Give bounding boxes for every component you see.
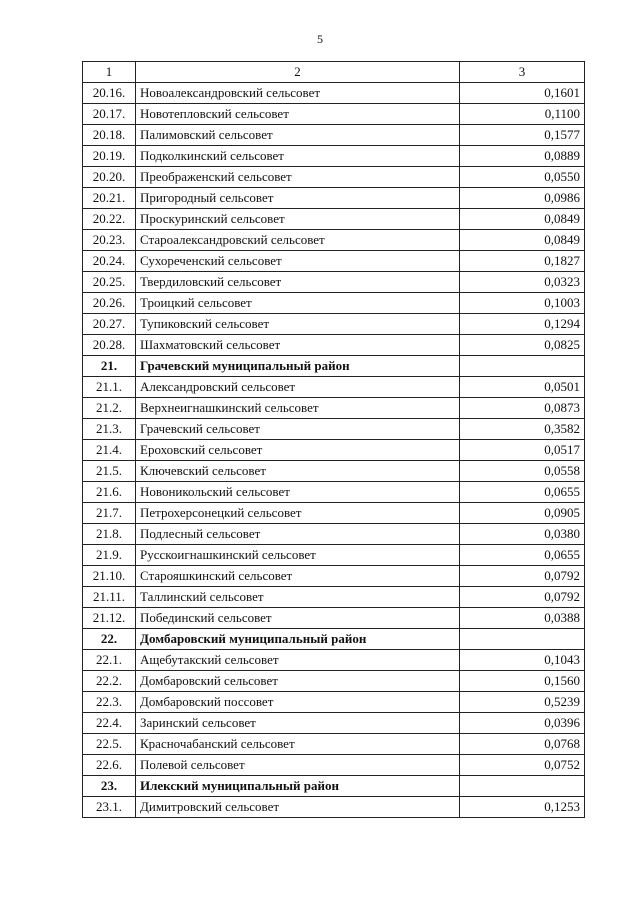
table-row	[83, 650, 585, 671]
row-name: Домбаровский муниципальный район	[136, 629, 460, 650]
row-name: Сухореченский сельсовет	[136, 251, 460, 272]
row-name: Полевой сельсовет	[136, 755, 460, 776]
table-row	[83, 83, 585, 104]
row-number: 21.1.	[83, 377, 136, 398]
table-row	[83, 524, 585, 545]
row-value: 0,0517	[460, 440, 585, 461]
row-value: 0,0655	[460, 482, 585, 503]
row-value: 0,3582	[460, 419, 585, 440]
row-name: Домбаровский поссовет	[136, 692, 460, 713]
row-number: 21.	[83, 356, 136, 377]
row-number: 21.2.	[83, 398, 136, 419]
row-name: Твердиловский сельсовет	[136, 272, 460, 293]
table-row	[83, 272, 585, 293]
row-number: 22.3.	[83, 692, 136, 713]
row-value: 0,0873	[460, 398, 585, 419]
row-name: Тупиковский сельсовет	[136, 314, 460, 335]
row-name: Новотепловский сельсовет	[136, 104, 460, 125]
row-value: 0,0768	[460, 734, 585, 755]
district-row	[83, 776, 585, 797]
row-number: 21.12.	[83, 608, 136, 629]
row-number: 23.1.	[83, 797, 136, 818]
row-name: Верхнеигнашкинский сельсовет	[136, 398, 460, 419]
table-row	[83, 230, 585, 251]
row-value: 0,0849	[460, 230, 585, 251]
table-row	[83, 251, 585, 272]
row-number: 20.28.	[83, 335, 136, 356]
table-header-row	[83, 62, 585, 83]
row-number: 21.11.	[83, 587, 136, 608]
row-number: 20.22.	[83, 209, 136, 230]
row-name: Старояшкинский сельсовет	[136, 566, 460, 587]
column-header-value: 3	[460, 62, 585, 83]
row-name: Ащебутакский сельсовет	[136, 650, 460, 671]
row-number: 22.5.	[83, 734, 136, 755]
row-name: Заринский сельсовет	[136, 713, 460, 734]
row-name: Таллинский сельсовет	[136, 587, 460, 608]
row-number: 20.16.	[83, 83, 136, 104]
row-value: 0,1601	[460, 83, 585, 104]
row-number: 20.26.	[83, 293, 136, 314]
row-value: 0,1294	[460, 314, 585, 335]
row-value	[460, 356, 585, 377]
table-row	[83, 314, 585, 335]
row-value: 0,0986	[460, 188, 585, 209]
row-value: 0,0792	[460, 566, 585, 587]
table-row	[83, 797, 585, 818]
table-row	[83, 608, 585, 629]
row-value: 0,0388	[460, 608, 585, 629]
row-value	[460, 776, 585, 797]
table-row	[83, 566, 585, 587]
table-row	[83, 125, 585, 146]
row-number: 21.5.	[83, 461, 136, 482]
table-row	[83, 755, 585, 776]
column-header-name: 2	[136, 62, 460, 83]
row-number: 20.18.	[83, 125, 136, 146]
row-number: 23.	[83, 776, 136, 797]
row-number: 22.1.	[83, 650, 136, 671]
row-name: Новоникольский сельсовет	[136, 482, 460, 503]
table-row	[83, 398, 585, 419]
row-number: 20.21.	[83, 188, 136, 209]
column-header-number: 1	[83, 62, 136, 83]
row-value	[460, 629, 585, 650]
row-number: 21.7.	[83, 503, 136, 524]
table-row	[83, 188, 585, 209]
row-number: 20.27.	[83, 314, 136, 335]
row-value: 0,1560	[460, 671, 585, 692]
row-name: Красночабанский сельсовет	[136, 734, 460, 755]
table-row	[83, 335, 585, 356]
district-row	[83, 356, 585, 377]
row-name: Новоалександровский сельсовет	[136, 83, 460, 104]
row-value: 0,1577	[460, 125, 585, 146]
row-value: 0,5239	[460, 692, 585, 713]
table-row	[83, 146, 585, 167]
table-row	[83, 692, 585, 713]
table-row	[83, 419, 585, 440]
row-number: 20.17.	[83, 104, 136, 125]
row-name: Грачевский муниципальный район	[136, 356, 460, 377]
table-row	[83, 377, 585, 398]
row-name: Шахматовский сельсовет	[136, 335, 460, 356]
row-value: 0,0501	[460, 377, 585, 398]
row-value: 0,1100	[460, 104, 585, 125]
row-number: 22.	[83, 629, 136, 650]
table-row	[83, 671, 585, 692]
table-row	[83, 293, 585, 314]
table-row	[83, 734, 585, 755]
row-name: Петрохерсонецкий сельсовет	[136, 503, 460, 524]
row-number: 21.4.	[83, 440, 136, 461]
row-number: 20.24.	[83, 251, 136, 272]
row-name: Ероховский сельсовет	[136, 440, 460, 461]
table-row	[83, 167, 585, 188]
row-value: 0,0655	[460, 545, 585, 566]
row-value: 0,1253	[460, 797, 585, 818]
table-row	[83, 545, 585, 566]
row-value: 0,0792	[460, 587, 585, 608]
row-number: 21.6.	[83, 482, 136, 503]
row-value: 0,1043	[460, 650, 585, 671]
row-name: Троицкий сельсовет	[136, 293, 460, 314]
row-name: Палимовский сельсовет	[136, 125, 460, 146]
row-name: Староалександровский сельсовет	[136, 230, 460, 251]
row-number: 21.10.	[83, 566, 136, 587]
table-row	[83, 461, 585, 482]
row-value: 0,0380	[460, 524, 585, 545]
allocation-table	[82, 61, 585, 818]
table-row	[83, 503, 585, 524]
row-name: Проскуринский сельсовет	[136, 209, 460, 230]
row-name: Домбаровский сельсовет	[136, 671, 460, 692]
row-value: 0,1827	[460, 251, 585, 272]
row-name: Александровский сельсовет	[136, 377, 460, 398]
row-number: 21.9.	[83, 545, 136, 566]
row-number: 20.20.	[83, 167, 136, 188]
row-number: 22.2.	[83, 671, 136, 692]
row-value: 0,0905	[460, 503, 585, 524]
row-value: 0,0889	[460, 146, 585, 167]
district-row	[83, 629, 585, 650]
row-name: Подлесный сельсовет	[136, 524, 460, 545]
table-row	[83, 587, 585, 608]
table-row	[83, 209, 585, 230]
row-name: Грачевский сельсовет	[136, 419, 460, 440]
table-row	[83, 440, 585, 461]
row-value: 0,0752	[460, 755, 585, 776]
row-value: 0,0825	[460, 335, 585, 356]
row-name: Димитровский сельсовет	[136, 797, 460, 818]
row-value: 0,0849	[460, 209, 585, 230]
row-number: 21.8.	[83, 524, 136, 545]
row-value: 0,1003	[460, 293, 585, 314]
row-number: 22.6.	[83, 755, 136, 776]
row-number: 20.25.	[83, 272, 136, 293]
table-row	[83, 104, 585, 125]
row-number: 20.19.	[83, 146, 136, 167]
row-name: Пригородный сельсовет	[136, 188, 460, 209]
table-body	[83, 83, 585, 818]
row-number: 20.23.	[83, 230, 136, 251]
row-name: Илекский муниципальный район	[136, 776, 460, 797]
row-number: 22.4.	[83, 713, 136, 734]
row-value: 0,0396	[460, 713, 585, 734]
row-name: Русскоигнашкинский сельсовет	[136, 545, 460, 566]
row-name: Побединский сельсовет	[136, 608, 460, 629]
page-number: 5	[317, 32, 323, 46]
row-name: Преображенский сельсовет	[136, 167, 460, 188]
row-name: Ключевский сельсовет	[136, 461, 460, 482]
table-row	[83, 482, 585, 503]
row-value: 0,0323	[460, 272, 585, 293]
row-name: Подколкинский сельсовет	[136, 146, 460, 167]
table-row	[83, 713, 585, 734]
row-number: 21.3.	[83, 419, 136, 440]
row-value: 0,0558	[460, 461, 585, 482]
row-value: 0,0550	[460, 167, 585, 188]
